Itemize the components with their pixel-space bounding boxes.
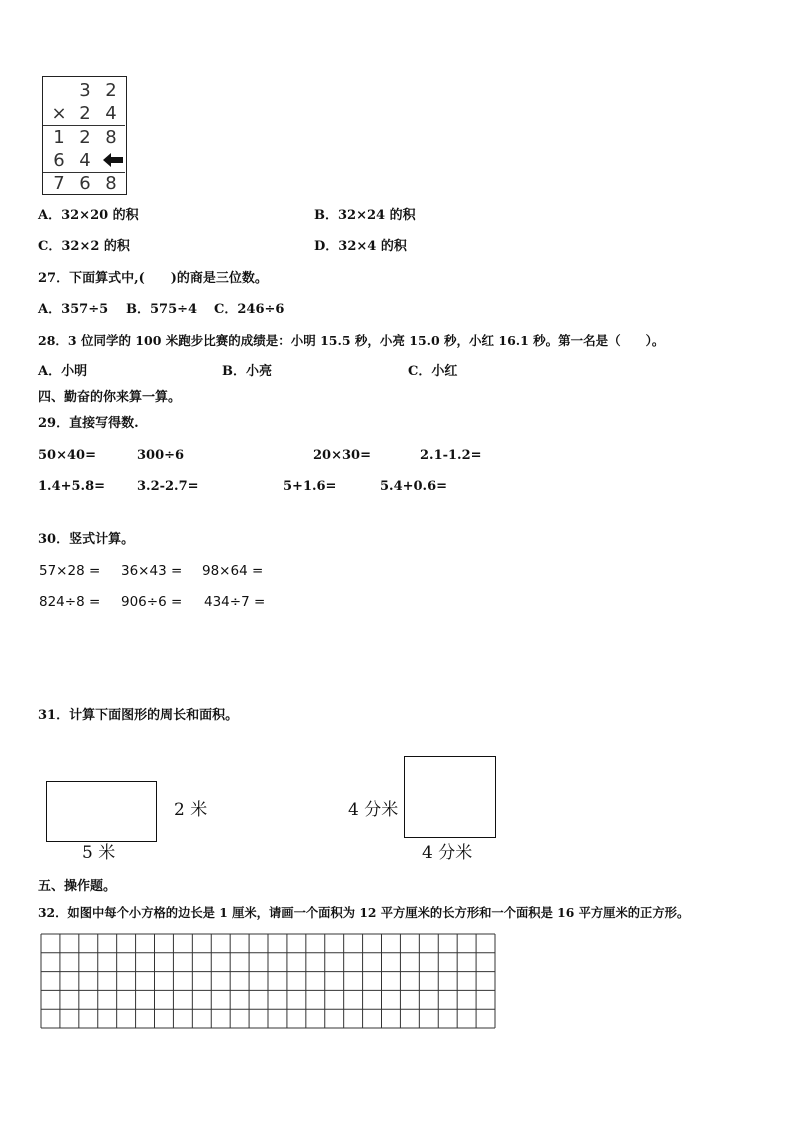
- mult-digit: 7: [53, 173, 65, 194]
- q27-option-a: A．357÷5: [38, 302, 109, 317]
- mult-digit: 4: [105, 103, 117, 124]
- square-bottom-label: 4 分米: [422, 843, 473, 863]
- q26-option-a: A．32×20 的积: [38, 208, 139, 223]
- mult-digit: 2: [105, 80, 117, 101]
- mult-digit: 8: [105, 127, 117, 148]
- q30-item: 906÷6 =: [121, 594, 183, 610]
- mult-row-5: [43, 172, 125, 195]
- q29-item: 20×30=: [313, 448, 371, 463]
- q30-item: 824÷8 =: [39, 594, 101, 610]
- mult-digit: 6: [53, 150, 65, 171]
- mult-digit: 2: [79, 103, 91, 124]
- q29-item: 2.1-1.2=: [420, 448, 482, 463]
- q29-item: 1.4+5.8=: [38, 479, 106, 494]
- q29-item: 50×40=: [38, 448, 96, 463]
- rectangle-width-label: 5 米: [82, 843, 116, 863]
- mult-row-3: [43, 126, 125, 149]
- vertical-multiplication-box: [42, 76, 127, 195]
- square-figure: [404, 756, 496, 838]
- section-five-heading: 五、操作题。: [38, 879, 117, 894]
- rectangle-height-label: 2 米: [174, 800, 208, 820]
- q30-item: 434÷7 =: [204, 594, 266, 610]
- square-grid: [40, 933, 496, 1029]
- q29-stem: 29．直接写得数.: [38, 416, 139, 431]
- q27-option-c: C．246÷6: [214, 302, 285, 317]
- mult-digit: 6: [79, 173, 91, 194]
- left-arrow-icon: [103, 153, 123, 167]
- q30-item: 98×64 =: [202, 563, 264, 579]
- q29-item: 5.4+0.6=: [380, 479, 448, 494]
- mult-row-1: [43, 79, 125, 102]
- section-four-heading: 四、勤奋的你来算一算。: [38, 390, 182, 405]
- mult-digit: 4: [79, 150, 91, 171]
- mult-row-4: [43, 149, 125, 172]
- q29-item: 300÷6: [137, 448, 185, 463]
- q26-option-b: B．32×24 的积: [314, 208, 416, 223]
- mult-digit: 1: [53, 127, 65, 148]
- q27-stem: 27．下面算式中,( )的商是三位数。: [38, 271, 268, 286]
- q28-option-b: B．小亮: [222, 364, 272, 379]
- q29-item: 3.2-2.7=: [137, 479, 199, 494]
- q27-option-b: B．575÷4: [126, 302, 198, 317]
- q26-option-d: D．32×4 的积: [314, 239, 407, 254]
- q30-item: 57×28 =: [39, 563, 101, 579]
- q30-item: 36×43 =: [121, 563, 183, 579]
- mult-row-2: [43, 102, 125, 125]
- q28-stem: 28．3 位同学的 100 米跑步比赛的成绩是：小明 15.5 秒，小亮 15.0 秒，小红 16.1 秒。第一名是（ ）。: [38, 333, 665, 348]
- mult-digit: 2: [79, 127, 91, 148]
- q26-option-c: C．32×2 的积: [38, 239, 130, 254]
- rectangle-figure: [46, 781, 157, 842]
- mult-digit: 8: [105, 173, 117, 194]
- q32-stem: 32．如图中每个小方格的边长是 1 厘米，请画一个面积为 12 平方厘米的长方形和一个面积是 16 平方厘米的正方形。: [38, 905, 690, 920]
- q30-stem: 30．竖式计算。: [38, 532, 135, 547]
- q28-option-c: C．小红: [408, 364, 458, 379]
- mult-sign: ×: [51, 103, 67, 124]
- q28-option-a: A．小明: [38, 364, 88, 379]
- mult-digit: 3: [79, 80, 91, 101]
- square-side-label: 4 分米: [348, 800, 399, 820]
- q31-stem: 31．计算下面图形的周长和面积。: [38, 708, 239, 723]
- q29-item: 5+1.6=: [283, 479, 337, 494]
